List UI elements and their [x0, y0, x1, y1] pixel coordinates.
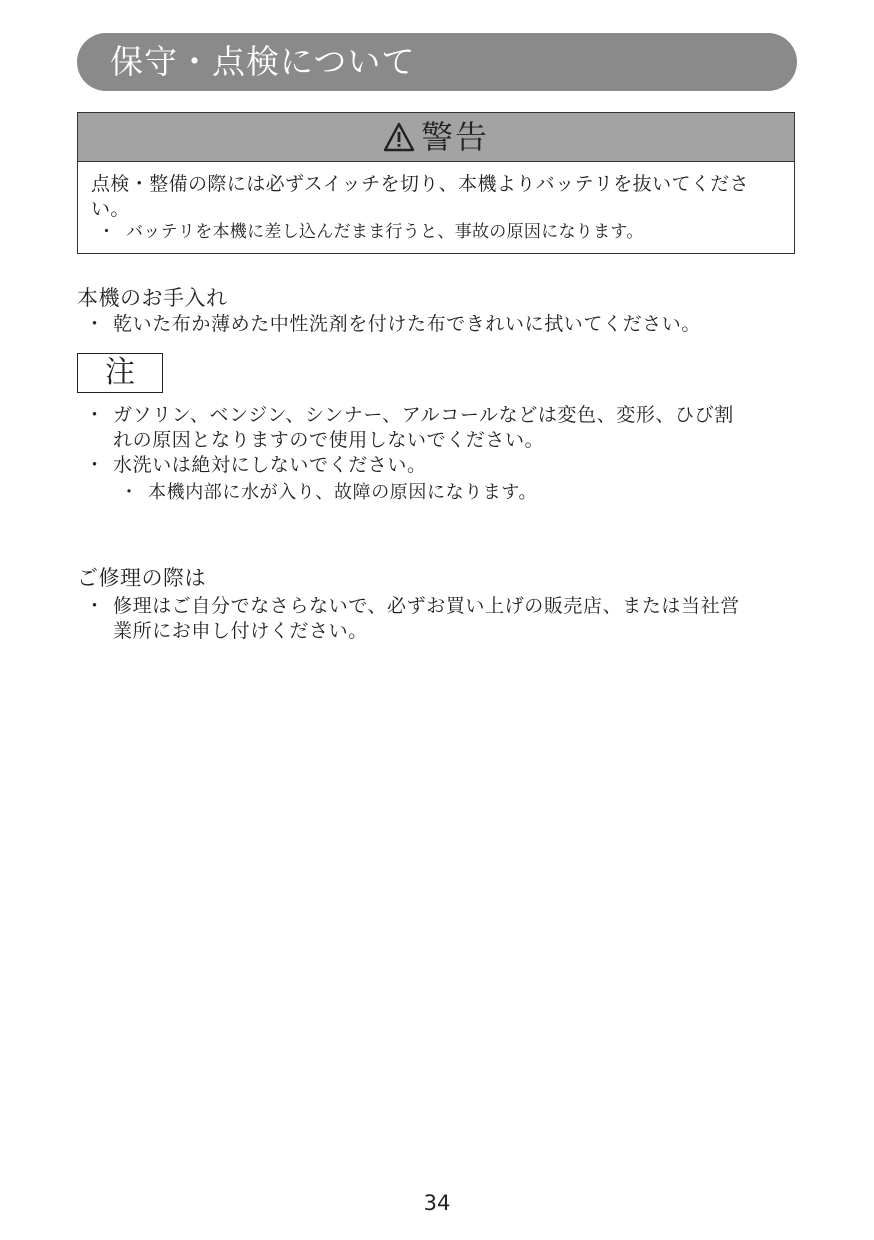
- repair-line-2: 業所にお申し付けください。: [113, 620, 368, 642]
- note-label: 注: [105, 355, 135, 390]
- bullet-mark: ・: [85, 404, 105, 426]
- repair-heading: ご修理の際は: [77, 566, 206, 590]
- warning-sub-item: [98, 221, 644, 243]
- warning-box: [77, 112, 795, 254]
- bullet-mark: ・: [85, 454, 105, 476]
- repair-line-1: 修理はご自分でなさらないで、必ずお買い上げの販売店、または当社営: [113, 595, 740, 617]
- bullet-mark: ・: [98, 222, 116, 242]
- note-item-1-line-1: ガソリン、ベンジン、シンナー、アルコールなどは変色、変形、ひび割: [113, 404, 734, 426]
- bullet-mark: ・: [120, 482, 139, 503]
- warning-triangle-icon: [383, 122, 415, 152]
- note-item-2-text: 水洗いは絶対にしないでください。: [113, 454, 427, 476]
- section-title-bar: [77, 33, 797, 91]
- care-heading: 本機のお手入れ: [77, 286, 228, 310]
- bullet-mark: ・: [85, 313, 105, 335]
- warning-header: [78, 113, 794, 162]
- bullet-mark: ・: [85, 595, 105, 617]
- page-number: 34: [423, 1191, 451, 1215]
- care-text: 乾いた布か薄めた中性洗剤を付けた布できれいに拭いてください。: [113, 313, 702, 335]
- note-item-1-line-2: れの原因となりますので使用しないでください。: [113, 429, 545, 451]
- page-title: 保守・点検について: [110, 42, 416, 81]
- note-label-box: [77, 353, 163, 393]
- warning-heading: 警告: [420, 118, 489, 156]
- note-item-2-sub-text: 本機内部に水が入り、故障の原因になります。: [148, 482, 538, 503]
- warning-sub-text: バッテリを本機に差し込んだまま行うと、事故の原因になります。: [126, 222, 644, 242]
- warning-main-text: 点検・整備の際には必ずスイッチを切り、本機よりバッテリを抜いてください。: [91, 173, 750, 220]
